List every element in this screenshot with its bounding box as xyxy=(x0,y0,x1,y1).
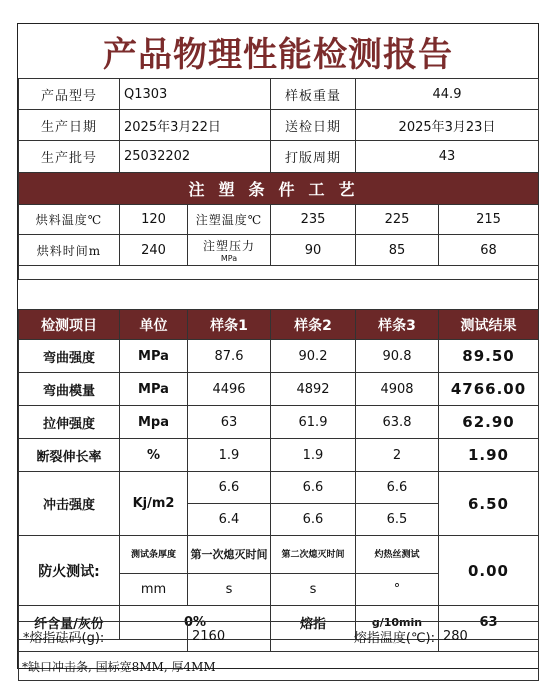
pressure-1: 90 xyxy=(271,235,356,266)
table-row xyxy=(19,439,539,472)
test-sample3: 2 xyxy=(356,439,439,472)
fire-result: 0.00 xyxy=(439,536,539,606)
pressure-label-cell xyxy=(188,235,271,266)
product-model-value: Q1303 xyxy=(120,79,271,110)
spacer-row xyxy=(19,266,539,280)
impact-name: 冲击强度 xyxy=(19,472,120,536)
sample-weight-label: 样板重量 xyxy=(271,79,356,110)
test-sample1: 63 xyxy=(188,406,271,439)
header-sample3: 样条3 xyxy=(356,310,439,340)
melt-index-value: 63 xyxy=(439,606,539,640)
melt-index-label: 熔指 xyxy=(271,606,356,640)
table-row xyxy=(19,340,539,373)
melt-weight-label: *熔指砝码(g): xyxy=(19,622,188,652)
production-date-label: 生产日期 xyxy=(19,110,120,141)
fire-col4-value: ° xyxy=(356,574,439,606)
process-heading: 注塑条件工艺 xyxy=(19,173,539,205)
test-result: 1.90 xyxy=(439,439,539,472)
impact-sample1b: 6.4 xyxy=(188,504,271,536)
test-name: 断裂伸长率 xyxy=(19,439,120,472)
impact-unit: Kj/m2 xyxy=(120,472,188,536)
dry-temp-label: 烘料温度℃ xyxy=(19,205,120,235)
process-table xyxy=(18,172,539,280)
mold-temp-label: 注塑温度℃ xyxy=(188,205,271,235)
info-row xyxy=(19,79,539,110)
pressure-3: 68 xyxy=(439,235,539,266)
test-sample3: 63.8 xyxy=(356,406,439,439)
production-date-value: 2025年3月22日 xyxy=(120,110,271,141)
footer-note: *缺口冲击条, 国标宽8MM, 厚4MM xyxy=(19,652,539,681)
test-sample3: 90.8 xyxy=(356,340,439,373)
test-unit: MPa xyxy=(120,340,188,373)
test-name: 弯曲模量 xyxy=(19,373,120,406)
mold-temp-3: 215 xyxy=(439,205,539,235)
batch-number-label: 生产批号 xyxy=(19,141,120,173)
melt-temp-value: 280 xyxy=(439,622,539,652)
test-unit: Mpa xyxy=(120,406,188,439)
info-table xyxy=(18,78,539,173)
test-sample1: 87.6 xyxy=(188,340,271,373)
test-result: 62.90 xyxy=(439,406,539,439)
impact-sample2a: 6.6 xyxy=(271,472,356,504)
mold-temp-1: 235 xyxy=(271,205,356,235)
test-sample3: 4908 xyxy=(356,373,439,406)
test-sample2: 61.9 xyxy=(271,406,356,439)
test-sample2: 4892 xyxy=(271,373,356,406)
test-sample1: 1.9 xyxy=(188,439,271,472)
impact-sample2b: 6.6 xyxy=(271,504,356,536)
header-sample2: 样条2 xyxy=(271,310,356,340)
impact-sample1a: 6.6 xyxy=(188,472,271,504)
fire-col2-label: 第一次熄灭时间 xyxy=(188,536,271,574)
pressure-2: 85 xyxy=(356,235,439,266)
fire-col2-value: s xyxy=(188,574,271,606)
sample-weight-value: 44.9 xyxy=(356,79,539,110)
footer-row xyxy=(19,622,539,652)
test-sample2: 90.2 xyxy=(271,340,356,373)
test-unit: MPa xyxy=(120,373,188,406)
fiber-label: 纤含量/灰份 xyxy=(19,606,120,640)
dry-time-value: 240 xyxy=(120,235,188,266)
fire-col1-label: 测试条厚度 xyxy=(120,536,188,574)
inspection-date-label: 送检日期 xyxy=(271,110,356,141)
melt-index-unit: g/10min xyxy=(356,606,439,640)
pressure-label: 注塑压力 xyxy=(202,239,255,253)
header-result: 测试结果 xyxy=(439,310,539,340)
proofing-cycle-value: 43 xyxy=(356,141,539,173)
fire-col3-value: s xyxy=(271,574,356,606)
impact-result: 6.50 xyxy=(439,472,539,536)
pressure-unit: MPa xyxy=(220,254,238,263)
fire-test-name: 防火测试: xyxy=(19,536,120,606)
test-result: 89.50 xyxy=(439,340,539,373)
test-name: 拉伸强度 xyxy=(19,406,120,439)
mold-temp-2: 225 xyxy=(356,205,439,235)
info-row xyxy=(19,110,539,141)
header-sample1: 样条1 xyxy=(188,310,271,340)
fire-col1-value: mm xyxy=(120,574,188,606)
report-title: 产品物理性能检测报告 xyxy=(18,24,538,79)
product-model-label: 产品型号 xyxy=(19,79,120,110)
table-row xyxy=(19,536,539,574)
footer-table xyxy=(18,621,539,681)
melt-temp-label: 熔指温度(℃): xyxy=(271,622,439,652)
dry-temp-value: 120 xyxy=(120,205,188,235)
impact-sample3a: 6.6 xyxy=(356,472,439,504)
table-row xyxy=(19,472,539,504)
table-row xyxy=(19,373,539,406)
test-unit: % xyxy=(120,439,188,472)
dry-time-label: 烘料时间m xyxy=(19,235,120,266)
batch-number-value: 25032202 xyxy=(120,141,271,173)
tests-header-row xyxy=(19,310,539,340)
fiber-value: 0% xyxy=(120,606,271,640)
fire-col4-label: 灼热丝测试 xyxy=(356,536,439,574)
footer-row xyxy=(19,652,539,681)
test-name: 弯曲强度 xyxy=(19,340,120,373)
proofing-cycle-label: 打版周期 xyxy=(271,141,356,173)
fire-col3-label: 第二次熄灭时间 xyxy=(271,536,356,574)
header-item: 检测项目 xyxy=(19,310,120,340)
test-result: 4766.00 xyxy=(439,373,539,406)
inspection-date-value: 2025年3月23日 xyxy=(356,110,539,141)
test-sample2: 1.9 xyxy=(271,439,356,472)
header-unit: 单位 xyxy=(120,310,188,340)
info-row xyxy=(19,141,539,173)
tests-table xyxy=(18,309,539,640)
impact-sample3b: 6.5 xyxy=(356,504,439,536)
test-sample1: 4496 xyxy=(188,373,271,406)
table-row xyxy=(19,406,539,439)
melt-weight-value: 2160 xyxy=(188,622,271,652)
report-sheet xyxy=(17,23,539,674)
